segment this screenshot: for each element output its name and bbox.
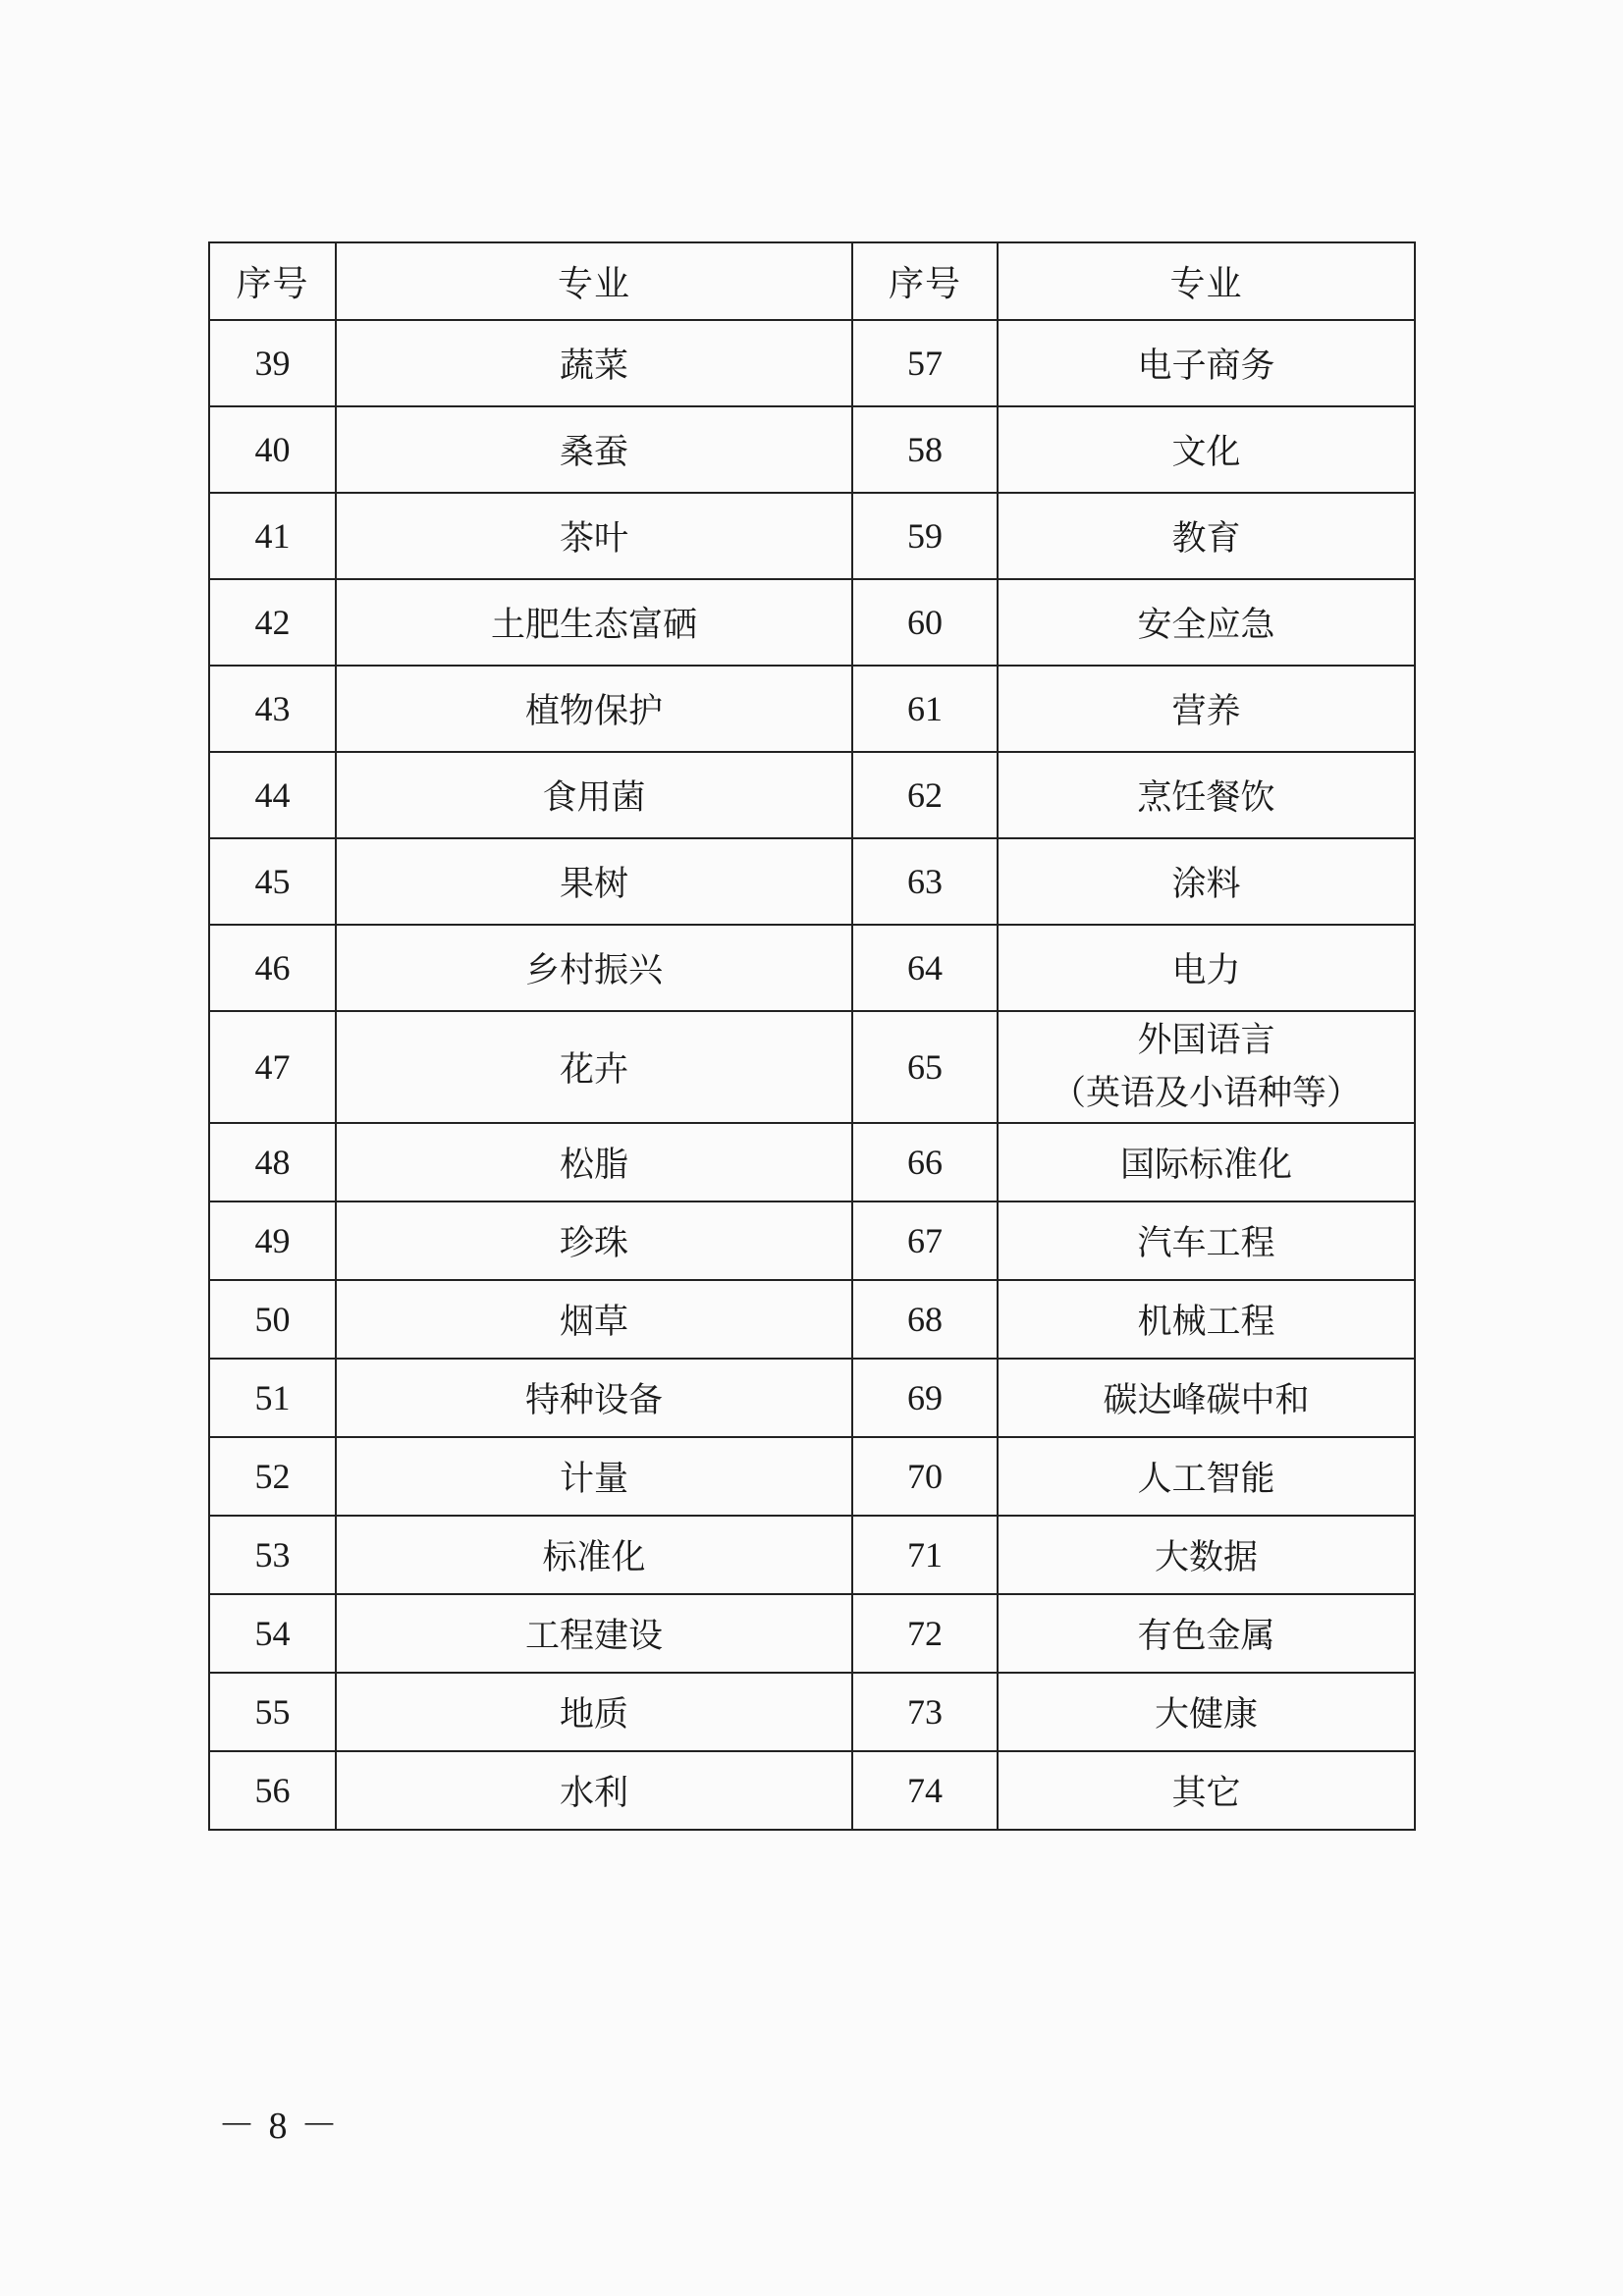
table-row	[209, 1123, 1415, 1201]
left-major-cell: 桑蚕	[336, 406, 852, 493]
table-row	[209, 406, 1415, 493]
left-number-cell: 49	[209, 1201, 336, 1280]
left-major-cell: 食用菌	[336, 752, 852, 838]
left-number-cell: 41	[209, 493, 336, 579]
right-major-cell: 汽车工程	[998, 1201, 1415, 1280]
header-left-number: 序号	[209, 242, 336, 320]
right-major-cell: 营养	[998, 666, 1415, 752]
right-major-line-1: 外国语言	[1137, 1021, 1275, 1060]
left-number-cell: 46	[209, 925, 336, 1011]
table-header-row	[209, 242, 1415, 320]
right-number-cell: 63	[852, 838, 998, 925]
header-left-major: 专业	[336, 242, 852, 320]
table-row	[209, 1359, 1415, 1437]
left-number-cell: 42	[209, 579, 336, 666]
right-number-cell: 74	[852, 1751, 998, 1830]
table-row	[209, 1594, 1415, 1673]
left-number-cell: 54	[209, 1594, 336, 1673]
table-row	[209, 1201, 1415, 1280]
left-number-cell: 48	[209, 1123, 336, 1201]
left-number-cell: 56	[209, 1751, 336, 1830]
right-number-cell: 73	[852, 1673, 998, 1751]
left-major-cell: 乡村振兴	[336, 925, 852, 1011]
table-row	[209, 1437, 1415, 1516]
page-number: － 8 －	[218, 2106, 341, 2147]
right-major-cell: 安全应急	[998, 579, 1415, 666]
table-row	[209, 1516, 1415, 1594]
left-major-cell: 水利	[336, 1751, 852, 1830]
right-major-cell: 教育	[998, 493, 1415, 579]
right-major-cell: 涂料	[998, 838, 1415, 925]
left-number-cell: 55	[209, 1673, 336, 1751]
table-row	[209, 1751, 1415, 1830]
header-right-major: 专业	[998, 242, 1415, 320]
right-major-cell	[998, 1011, 1415, 1123]
right-major-cell: 国际标准化	[998, 1123, 1415, 1201]
table-row	[209, 493, 1415, 579]
left-number-cell: 47	[209, 1011, 336, 1123]
header-right-number: 序号	[852, 242, 998, 320]
left-number-cell: 40	[209, 406, 336, 493]
left-number-cell: 52	[209, 1437, 336, 1516]
right-number-cell: 61	[852, 666, 998, 752]
left-number-cell: 45	[209, 838, 336, 925]
left-major-cell: 蔬菜	[336, 320, 852, 406]
left-number-cell: 50	[209, 1280, 336, 1359]
right-major-cell: 人工智能	[998, 1437, 1415, 1516]
right-major-cell: 烹饪餐饮	[998, 752, 1415, 838]
left-number-cell: 39	[209, 320, 336, 406]
right-number-cell: 58	[852, 406, 998, 493]
right-number-cell: 68	[852, 1280, 998, 1359]
left-major-cell: 计量	[336, 1437, 852, 1516]
right-major-cell: 其它	[998, 1751, 1415, 1830]
right-number-cell: 71	[852, 1516, 998, 1594]
right-major-cell: 碳达峰碳中和	[998, 1359, 1415, 1437]
left-major-cell: 标准化	[336, 1516, 852, 1594]
left-major-cell: 土肥生态富硒	[336, 579, 852, 666]
right-number-cell: 66	[852, 1123, 998, 1201]
left-major-cell: 松脂	[336, 1123, 852, 1201]
right-number-cell: 67	[852, 1201, 998, 1280]
table-row	[209, 1011, 1415, 1123]
table-row	[209, 1280, 1415, 1359]
left-number-cell: 51	[209, 1359, 336, 1437]
left-major-cell: 地质	[336, 1673, 852, 1751]
right-number-cell: 72	[852, 1594, 998, 1673]
left-major-cell: 植物保护	[336, 666, 852, 752]
table-row	[209, 579, 1415, 666]
left-major-cell: 工程建设	[336, 1594, 852, 1673]
left-major-cell: 烟草	[336, 1280, 852, 1359]
table-row	[209, 925, 1415, 1011]
right-major-cell: 有色金属	[998, 1594, 1415, 1673]
right-major-cell: 电子商务	[998, 320, 1415, 406]
table-row	[209, 320, 1415, 406]
right-number-cell: 60	[852, 579, 998, 666]
left-number-cell: 44	[209, 752, 336, 838]
table-row	[209, 666, 1415, 752]
left-major-cell: 特种设备	[336, 1359, 852, 1437]
right-number-cell: 65	[852, 1011, 998, 1123]
left-major-cell: 珍珠	[336, 1201, 852, 1280]
left-major-cell: 花卉	[336, 1011, 852, 1123]
majors-table	[208, 241, 1416, 1831]
right-number-cell: 59	[852, 493, 998, 579]
right-number-cell: 70	[852, 1437, 998, 1516]
table-row	[209, 1673, 1415, 1751]
right-major-cell: 电力	[998, 925, 1415, 1011]
right-major-cell: 机械工程	[998, 1280, 1415, 1359]
left-number-cell: 53	[209, 1516, 336, 1594]
right-number-cell: 64	[852, 925, 998, 1011]
left-major-cell: 果树	[336, 838, 852, 925]
right-number-cell: 62	[852, 752, 998, 838]
left-number-cell: 43	[209, 666, 336, 752]
right-major-cell: 文化	[998, 406, 1415, 493]
right-number-cell: 57	[852, 320, 998, 406]
left-major-cell: 茶叶	[336, 493, 852, 579]
table-row	[209, 838, 1415, 925]
table-row	[209, 752, 1415, 838]
right-major-cell: 大健康	[998, 1673, 1415, 1751]
right-number-cell: 69	[852, 1359, 998, 1437]
right-major-line-2: （英语及小语种等）	[1051, 1074, 1361, 1113]
right-major-cell: 大数据	[998, 1516, 1415, 1594]
